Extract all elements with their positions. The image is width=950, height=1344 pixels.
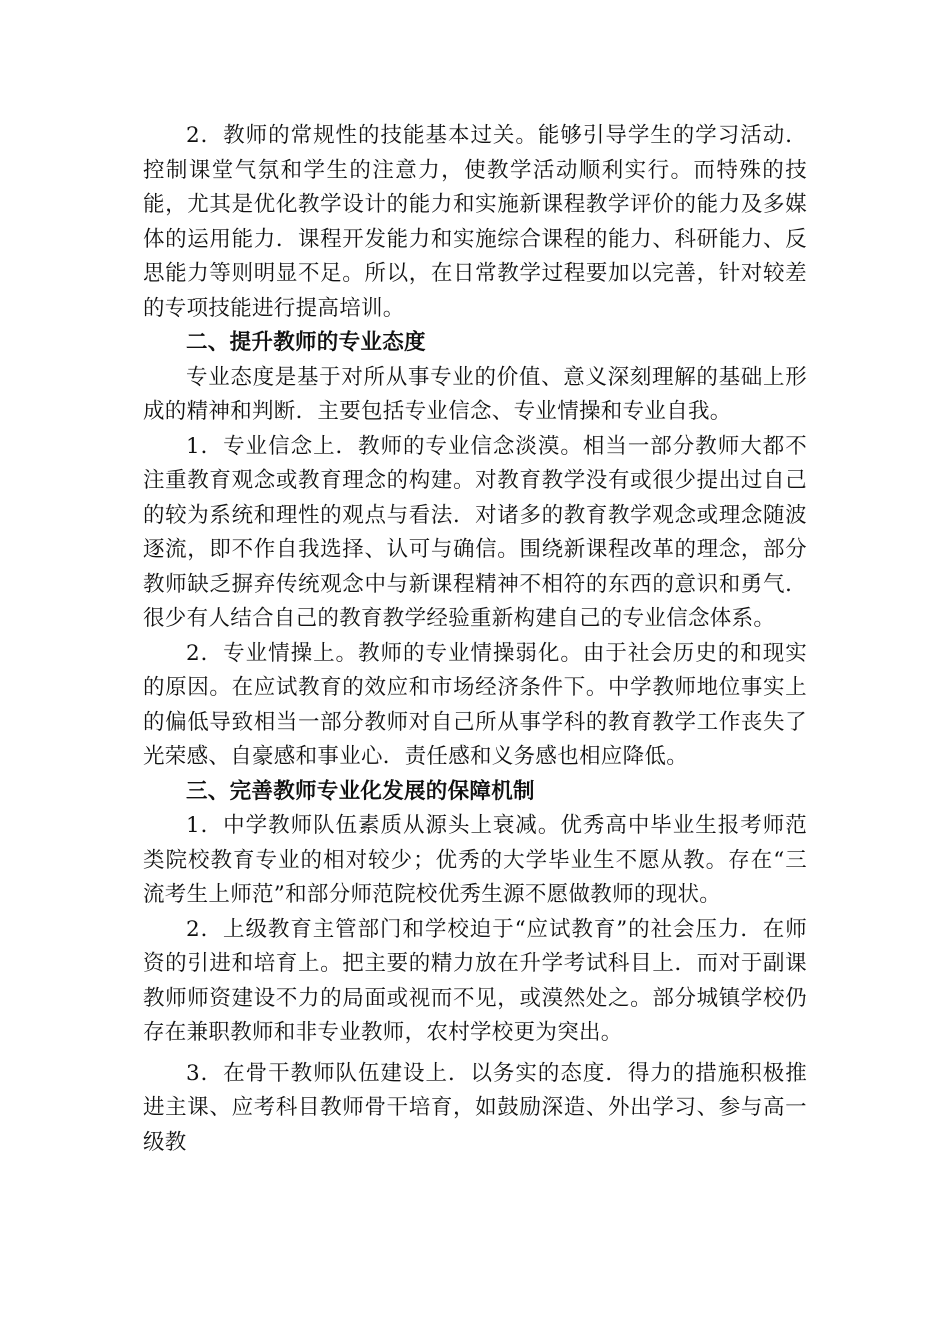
paragraph-professional-belief: 1．专业信念上．教师的专业信念淡漠。相当一部分教师大都不注重教育观念或教育理念的构建。对教育教学没有或很少提出过自己的较为系统和理性的观点与看法．对诸多的教育教学观念或理念随波逐流，即不作自我选择、认可与确信。围绕新课程改革的理念，部分教师缺乏摒弃传统观念中与新课程精神不相符的东西的意识和勇气．很少有人结合自己的教育教学经验重新构建自己的专业信念体系。 bbox=[143, 433, 807, 631]
document-page bbox=[143, 119, 807, 1160]
paragraph-exam-pressure: 2．上级教育主管部门和学校迫于“应试教育”的社会压力．在师资的引进和培育上。把主要的精力放在升学考试科目上．而对于副课教师师资建设不力的局面或视而不见，或漠然处之。部分城镇学校仍存在兼职教师和非专业教师，农村学校更为突出。 bbox=[143, 916, 807, 1045]
paragraph-backbone-teachers: 3．在骨干教师队伍建设上．以务实的态度．得力的措施积极推进主课、应考科目教师骨干培育，如鼓励深造、外出学习、参与高一级教 bbox=[143, 1060, 807, 1155]
paragraph-teacher-source-quality: 1．中学教师队伍素质从源头上衰减。优秀高中毕业生报考师范类院校教育专业的相对较少；优秀的大学毕业生不愿从教。存在“三流考生上师范”和部分师范院校优秀生源不愿做教师的现状。 bbox=[143, 813, 807, 907]
paragraph-attitude-definition: 专业态度是基于对所从事专业的价值、意义深刻理解的基础上形成的精神和判断．主要包括专业信念、专业情操和专业自我。 bbox=[143, 364, 807, 424]
section-heading-safeguard-mechanism: 三、完善教师专业化发展的保障机制 bbox=[186, 778, 535, 804]
section-heading-professional-attitude: 二、提升教师的专业态度 bbox=[186, 330, 426, 355]
paragraph-teacher-skills: 2．教师的常规性的技能基本过关。能够引导学生的学习活动．控制课堂气氛和学生的注意力，使教学活动顺利实行。而特殊的技能，尤其是优化教学设计的能力和实施新课程教学评价的能力及多媒体的运用能力．课程开发能力和实施综合课程的能力、科研能力、反思能力等则明显不足。所以，在日常教学过程要加以完善，针对较差的专项技能进行提高培训。 bbox=[143, 123, 807, 321]
paragraph-professional-sentiment: 2．专业情操上。教师的专业情操弱化。由于社会历史的和现实的原因。在应试教育的效应和市场经济条件下。中学教师地位事实上的偏低导致相当一部分教师对自己所从事学科的教育教学工作丧失了光荣感、自豪感和事业心．责任感和义务感也相应降低。 bbox=[143, 640, 807, 769]
